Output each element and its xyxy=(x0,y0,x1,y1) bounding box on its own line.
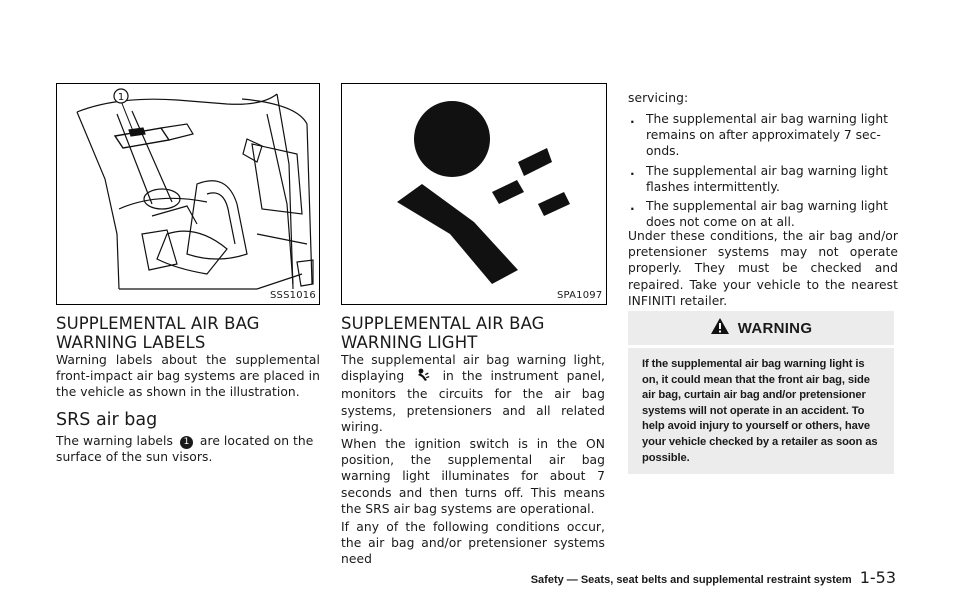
airbag-warning-light-icon xyxy=(416,368,430,386)
bullet-marker: . xyxy=(630,199,635,214)
para1-after-icon: in the instrument panel, monitors the circuits for the air bag systems, pretensioners and all related wiring. xyxy=(341,369,605,434)
list-item-text: The supplemental air bag warning light flashes intermittently. xyxy=(646,163,888,194)
sun-visor-labels-paragraph xyxy=(56,433,320,465)
list-item xyxy=(628,163,898,195)
airbag-warning-labels-heading: SUPPLEMENTAL AIR BAG WARNING LABELS xyxy=(56,314,260,352)
figure-code-sss1016: SSS1016 xyxy=(270,290,316,301)
airbag-warning-light-heading: SUPPLEMENTAL AIR BAG WARNING LIGHT xyxy=(341,314,545,352)
list-item xyxy=(628,198,898,230)
warning-light-monitor-paragraph xyxy=(341,352,605,435)
footer-section-title: Safety — Seats, seat belts and supplemental restraint system xyxy=(530,574,852,586)
servicing-continuation: servicing: xyxy=(628,91,689,105)
airbag-burst-mark-2 xyxy=(518,148,552,176)
svg-text:1: 1 xyxy=(117,92,125,103)
list-item xyxy=(628,111,898,160)
warning-triangle-icon xyxy=(710,317,730,339)
airbag-warning-light-illustration xyxy=(341,83,607,305)
labels-text-after: are located on the surface of the sun visors. xyxy=(56,434,314,465)
ignition-on-paragraph: When the ignition switch is in the ON position, the supplemental air bag warning light illuminates for about 7 seconds and then turns off. This means the SRS air bag systems are operational. xyxy=(341,437,605,516)
warning-box xyxy=(628,311,894,474)
para1-before-icon: The supplemental air bag warning light, displaying xyxy=(341,353,605,384)
car-interior-illustration xyxy=(56,83,320,305)
conditions-intro-paragraph: If any of the following conditions occur, the air bag and/or pretensioner systems need xyxy=(341,520,605,567)
airbag-burst-mark-1 xyxy=(492,180,524,204)
callout-1-inline-icon: 1 xyxy=(180,436,193,449)
car-door-drawing xyxy=(57,84,319,304)
list-item-text: The supplemental air bag warning light does not come on at all. xyxy=(646,199,888,230)
list-item-text: The supplemental air bag warning light remains on after approximately 7 sec-onds. xyxy=(646,112,888,159)
srs-airbag-subheading: SRS air bag xyxy=(56,410,158,430)
labels-text-before: The warning labels xyxy=(56,434,173,448)
bullet-marker: . xyxy=(630,112,635,126)
warning-box-title-bar xyxy=(628,311,894,348)
warning-title: WARNING xyxy=(737,319,813,337)
figure-code-spa1097: SPA1097 xyxy=(557,290,603,301)
airbag-symbol-drawing xyxy=(342,84,606,304)
warning-body-text: If the supplemental air bag warning light is on, it could mean that the front air bag, side air bag, curtain air bag and/or pretensioner systems will not operate in an accident. To help avoid injury to yourself or others, have your vehicle checked by a retailer as soon as possible. xyxy=(642,358,878,464)
airbag-burst-mark-3 xyxy=(538,192,570,216)
callout-1-marker xyxy=(114,89,133,131)
warning-labels-paragraph: Warning labels about the supplemental front-impact air bag systems are placed in the vehicle as shown in the illustration. xyxy=(56,353,320,400)
warning-light-conditions-list xyxy=(628,111,898,233)
bullet-marker: . xyxy=(630,163,635,178)
occupant-head-shape xyxy=(414,101,490,177)
conditions-consequence-paragraph: Under these conditions, the air bag and/or pretensioner systems may not operate properly. They must be checked and repaired. Take your vehicle to the nearest INFINITI retailer. xyxy=(628,229,898,308)
page-number: 1-53 xyxy=(859,568,896,587)
page-footer xyxy=(531,568,896,587)
